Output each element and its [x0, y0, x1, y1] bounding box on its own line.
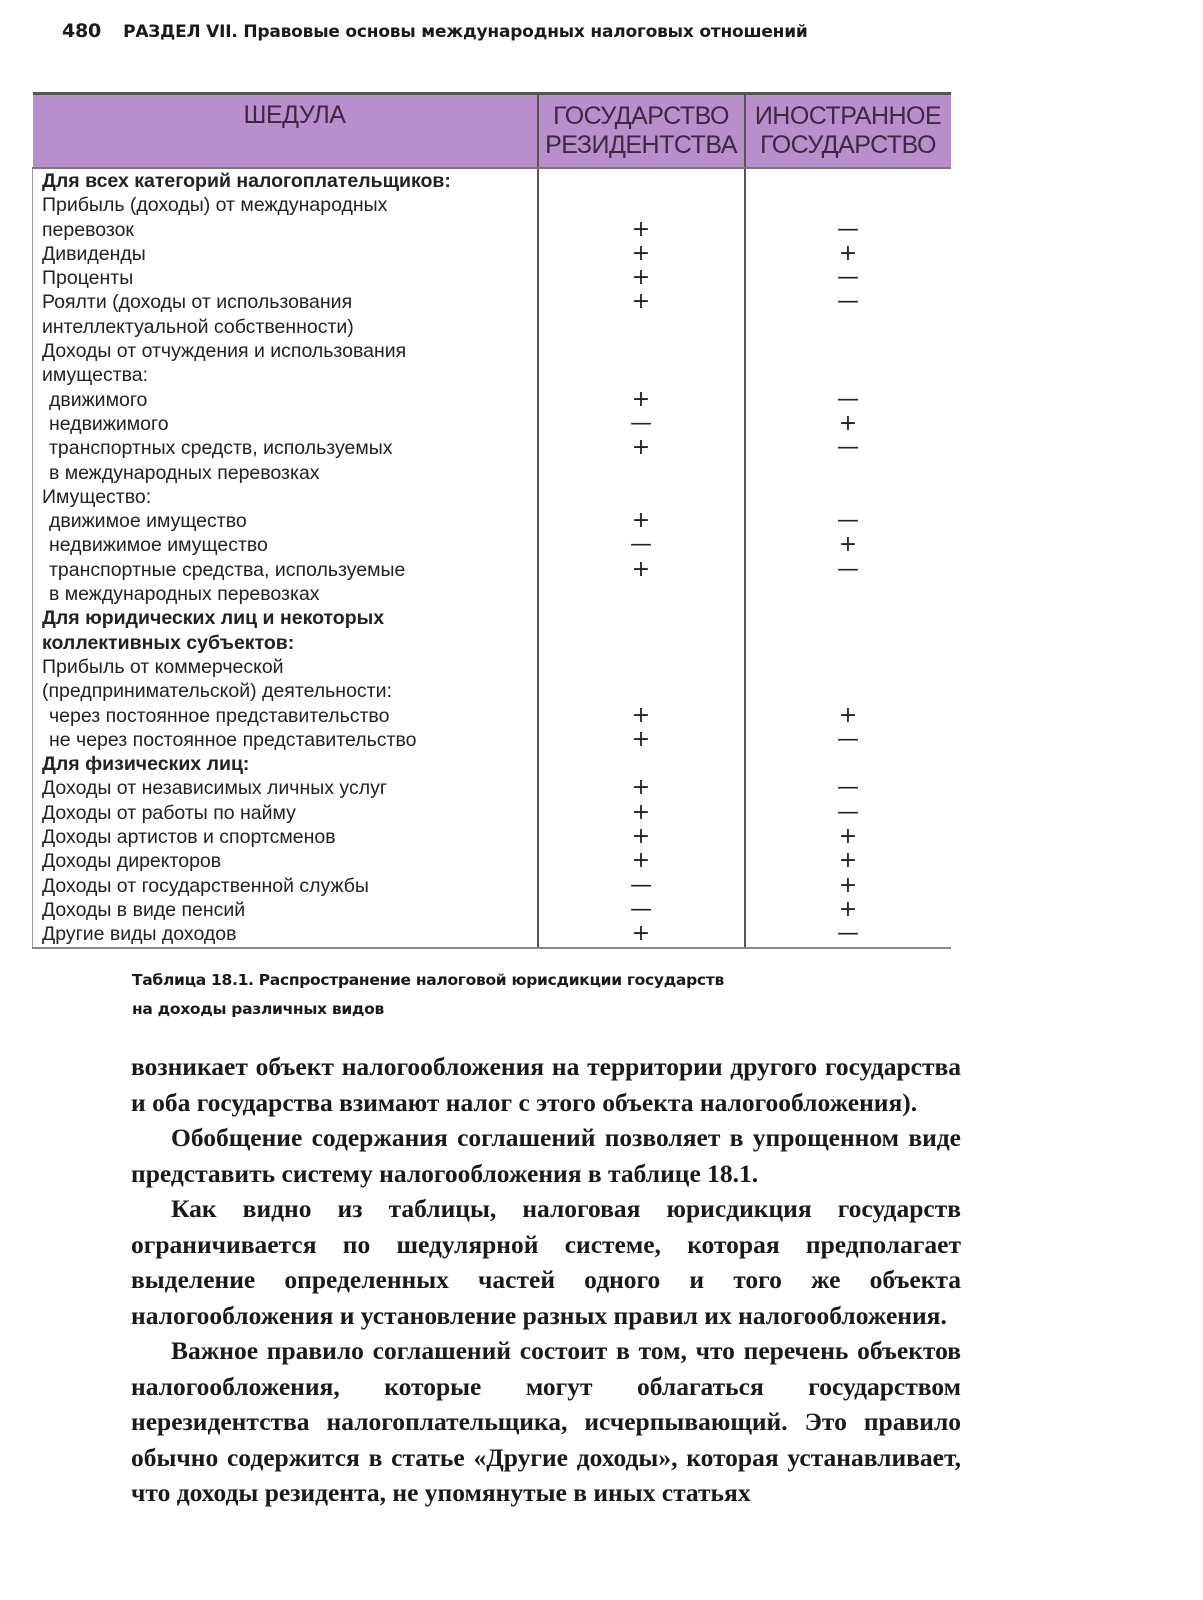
- table-row: [33, 485, 951, 509]
- page-number: 480: [62, 20, 102, 42]
- running-head: [62, 20, 962, 42]
- row-label: через постоянное представительство: [49, 704, 390, 727]
- table-row: [33, 606, 951, 630]
- table-row: [33, 266, 951, 290]
- row-label: Проценты: [42, 267, 134, 290]
- foreign-mark: [745, 485, 951, 509]
- row-label: Имущество:: [42, 485, 152, 508]
- table-row: [33, 679, 951, 703]
- header-foreign-state: [745, 94, 951, 169]
- row-label: транспортных средств, используемых: [49, 437, 393, 460]
- residence-mark: +: [538, 436, 745, 460]
- row-label: Для юридических лиц и некоторых: [42, 607, 385, 630]
- foreign-mark: —: [745, 266, 951, 290]
- caption-line-1: Таблица 18.1. Распространение налоговой юрисдикции государств: [132, 971, 724, 989]
- table-row: [33, 412, 951, 436]
- row-label: Доходы от отчуждения и использования: [42, 340, 407, 363]
- residence-mark: +: [538, 849, 745, 873]
- foreign-mark: [745, 461, 951, 485]
- table-row: [33, 558, 951, 582]
- residence-mark: +: [538, 825, 745, 849]
- foreign-mark: —: [745, 728, 951, 752]
- foreign-mark: —: [745, 218, 951, 242]
- row-label: Роялти (доходы от использования: [42, 291, 353, 314]
- table-row: [33, 704, 951, 728]
- row-label: (предпринимательской) деятельности:: [42, 680, 392, 703]
- residence-mark: +: [538, 728, 745, 752]
- foreign-mark: —: [745, 388, 951, 412]
- row-label: Доходы артистов и спортсменов: [42, 826, 336, 849]
- foreign-mark: +: [745, 704, 951, 728]
- table-row: [33, 218, 951, 242]
- schedule-table-wrapper: [32, 92, 952, 949]
- table-row: [33, 509, 951, 533]
- residence-mark: +: [538, 558, 745, 582]
- body-paragraph: Как видно из таблицы, налоговая юрисдикция государств ограничивается по шедулярной системе, которая предполагает выделение определенных частей одного и того же объекта налогообложения и установление разных правил их налогообложения.: [131, 1194, 961, 1330]
- header-foreign-line2: ГОСУДАРСТВО: [760, 131, 936, 159]
- foreign-mark: +: [745, 242, 951, 266]
- table-row: [33, 874, 951, 898]
- body-paragraph: Важное правило соглашений состоит в том, что перечень объектов налогообложения, которые могут облагаться государством нерезидентства налогоплательщика, исчерпывающий. Это правило обычно содержится в статье «Другие доходы», которая устанавливает, что доходы резидента, не упомянутые в иных статьях: [131, 1336, 961, 1507]
- table-row: [33, 801, 951, 825]
- foreign-mark: [745, 193, 951, 217]
- foreign-mark: [745, 655, 951, 679]
- table-row: [33, 193, 951, 217]
- residence-mark: +: [538, 776, 745, 800]
- schedule-table: [32, 92, 951, 949]
- foreign-mark: [745, 363, 951, 387]
- row-label: Для физических лиц:: [42, 753, 250, 776]
- residence-mark: —: [538, 412, 745, 436]
- row-label: Дивиденды: [42, 242, 146, 265]
- row-label: Для всех категорий налогоплательщиков:: [42, 170, 451, 192]
- header-residence-state: [538, 94, 745, 169]
- row-label: имущества:: [42, 364, 149, 387]
- residence-mark: [538, 193, 745, 217]
- row-label: не через постоянное представительство: [49, 728, 417, 751]
- residence-mark: [538, 655, 745, 679]
- foreign-mark: [745, 631, 951, 655]
- row-label: интеллектуальной собственности): [42, 315, 354, 338]
- body-paragraph: Обобщение содержания соглашений позволяет в упрощенном виде представить систему налогообложения в таблице 18.1.: [131, 1123, 961, 1188]
- table-row: [33, 582, 951, 606]
- row-label: в международных перевозках: [49, 461, 320, 484]
- row-label: Прибыль от коммерческой: [42, 655, 284, 678]
- row-label: перевозок: [42, 218, 134, 241]
- residence-mark: +: [538, 388, 745, 412]
- residence-mark: [538, 631, 745, 655]
- foreign-mark: —: [745, 801, 951, 825]
- row-label: Другие виды доходов: [33, 922, 538, 947]
- table-row: [33, 339, 951, 363]
- foreign-mark: —: [745, 509, 951, 533]
- row-label: недвижимое имущество: [49, 534, 268, 557]
- foreign-mark: [745, 168, 951, 193]
- foreign-mark: +: [745, 412, 951, 436]
- row-label: движимого: [49, 388, 148, 411]
- residence-mark: [538, 679, 745, 703]
- residence-mark: [538, 752, 745, 776]
- header-schedule: ШЕДУЛА: [33, 94, 538, 169]
- residence-mark: [538, 339, 745, 363]
- table-row: [33, 825, 951, 849]
- row-label: движимое имущество: [49, 510, 247, 533]
- residence-mark: [538, 168, 745, 193]
- row-label: Доходы директоров: [42, 850, 222, 873]
- residence-mark: —: [538, 898, 745, 922]
- foreign-mark: [745, 339, 951, 363]
- table-row: [33, 849, 951, 873]
- residence-mark: [538, 461, 745, 485]
- foreign-mark: [745, 315, 951, 339]
- row-label: транспортные средства, используемые: [49, 558, 406, 581]
- foreign-mark: +: [745, 898, 951, 922]
- foreign-mark: [745, 752, 951, 776]
- foreign-mark: +: [745, 825, 951, 849]
- row-label: Прибыль (доходы) от международных: [42, 194, 388, 217]
- residence-mark: +: [538, 242, 745, 266]
- foreign-mark: —: [745, 436, 951, 460]
- table-row: [33, 752, 951, 776]
- table-row: [33, 533, 951, 557]
- foreign-mark: —: [745, 558, 951, 582]
- table-row: [33, 315, 951, 339]
- body-text: [131, 1049, 961, 1511]
- running-title: РАЗДЕЛ VII. Правовые основы международных налоговых отношений: [123, 22, 808, 42]
- residence-mark: +: [538, 509, 745, 533]
- residence-mark: +: [538, 266, 745, 290]
- header-foreign-line1: ИНОСТРАННОЕ: [754, 102, 942, 130]
- foreign-mark: +: [745, 849, 951, 873]
- residence-mark: [538, 363, 745, 387]
- table-header-row: [33, 94, 951, 169]
- table-row: [33, 776, 951, 800]
- row-label: Доходы от независимых личных услуг: [42, 777, 387, 800]
- residence-mark: [538, 315, 745, 339]
- table-row: [33, 290, 951, 314]
- row-label: недвижимого: [49, 412, 169, 435]
- foreign-mark: —: [745, 776, 951, 800]
- table-row: [33, 363, 951, 387]
- table-row: [33, 898, 951, 922]
- residence-mark: +: [538, 922, 745, 947]
- residence-mark: —: [538, 533, 745, 557]
- residence-mark: —: [538, 874, 745, 898]
- header-residence-line2: РЕЗИДЕНТСТВА: [545, 131, 737, 159]
- residence-mark: [538, 582, 745, 606]
- row-label: коллективных субъектов:: [42, 631, 295, 654]
- residence-mark: [538, 485, 745, 509]
- table-row: [33, 242, 951, 266]
- table-body: [33, 168, 951, 948]
- table-row: [33, 461, 951, 485]
- table-row: [33, 728, 951, 752]
- foreign-mark: +: [745, 533, 951, 557]
- residence-mark: +: [538, 704, 745, 728]
- residence-mark: +: [538, 801, 745, 825]
- row-label: Доходы в виде пенсий: [42, 898, 246, 921]
- foreign-mark: [745, 582, 951, 606]
- row-label: Доходы от государственной службы: [42, 874, 369, 897]
- residence-mark: +: [538, 218, 745, 242]
- residence-mark: +: [538, 290, 745, 314]
- row-label: в международных перевозках: [49, 583, 320, 606]
- table-row: [33, 631, 951, 655]
- foreign-mark: [745, 679, 951, 703]
- body-paragraph: возникает объект налогообложения на территории другого государства и оба государства взимают налог с этого объекта налогообложения).: [131, 1052, 961, 1117]
- table-row: [33, 922, 951, 947]
- row-label: Доходы от работы по найму: [42, 801, 296, 824]
- caption-line-2: на доходы различных видов: [132, 1000, 384, 1018]
- residence-mark: [538, 606, 745, 630]
- foreign-mark: —: [745, 922, 951, 947]
- table-row: [33, 168, 951, 193]
- foreign-mark: —: [745, 290, 951, 314]
- header-residence-line1: ГОСУДАРСТВО: [553, 102, 729, 130]
- table-row: [33, 436, 951, 460]
- foreign-mark: +: [745, 874, 951, 898]
- foreign-mark: [745, 606, 951, 630]
- table-row: [33, 655, 951, 679]
- table-caption: [132, 966, 852, 1024]
- table-row: [33, 388, 951, 412]
